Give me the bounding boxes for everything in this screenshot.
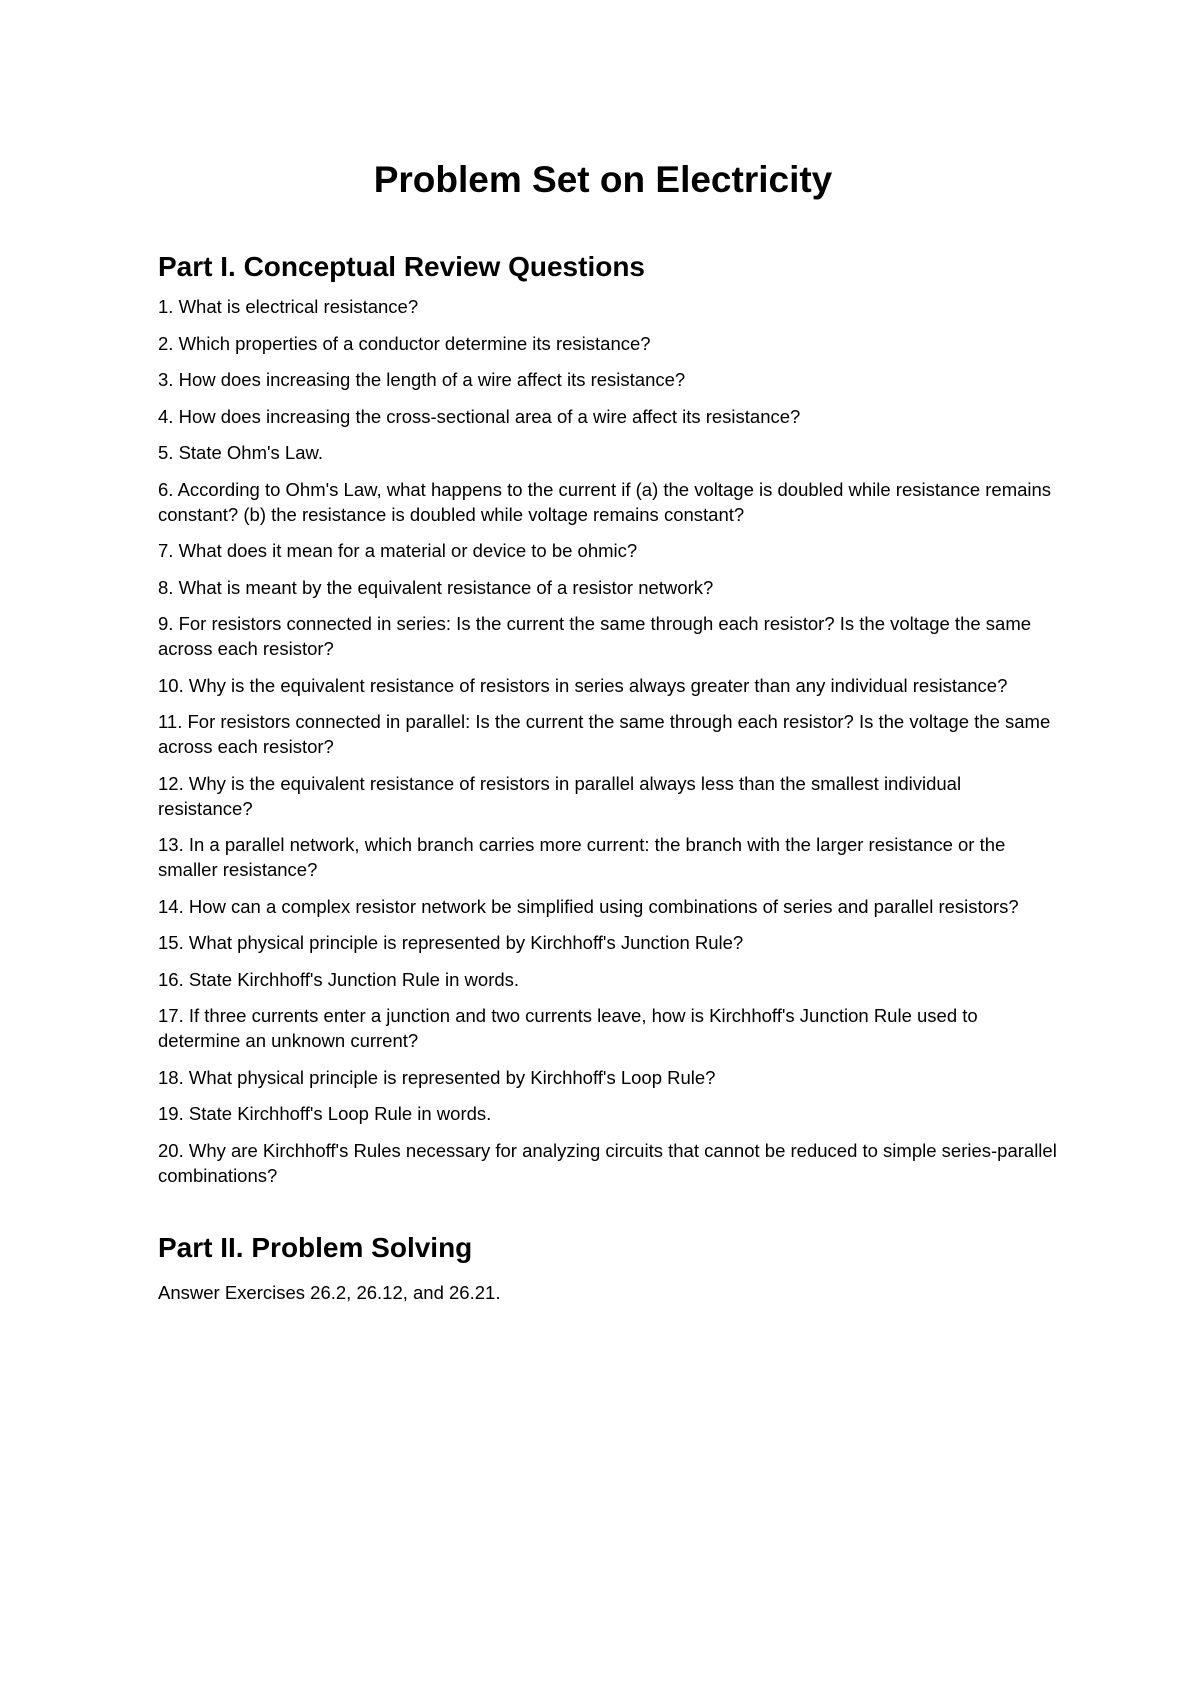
- question-number: 1.: [158, 296, 174, 317]
- question-item: [158, 440, 1058, 465]
- question-item: [158, 1065, 1058, 1090]
- question-item: [158, 367, 1058, 392]
- question-number: 8.: [158, 576, 174, 598]
- question-text: Why is the equivalent resistance of resistors in parallel always less than the smallest individual resistance?: [158, 772, 962, 819]
- question-number: 4.: [158, 405, 174, 427]
- question-item: [158, 771, 1058, 821]
- question-item: [158, 331, 1058, 356]
- question-number: 20.: [158, 1139, 184, 1161]
- question-item: [158, 294, 1058, 319]
- question-item: [158, 930, 1058, 955]
- question-text: In a parallel network, which branch carries more current: the branch with the larger resistance or the smaller resistance?: [158, 834, 1006, 880]
- question-text: State Ohm's Law.: [178, 442, 323, 463]
- question-text: What physical principle is represented by Kirchhoff's Loop Rule?: [188, 1066, 716, 1088]
- question-number: 12.: [158, 772, 184, 794]
- question-text: For resistors connected in parallel: Is the current the same through each resistor? Is the voltage the same across each resistor?: [158, 711, 1051, 757]
- question-item: [158, 477, 1058, 527]
- question-text: If three currents enter a junction and two currents leave, how is Kirchhoff's Junction Rule used to determine an unknown current?: [158, 1005, 978, 1051]
- question-text: Why is the equivalent resistance of resistors in series always greater than any individual resistance?: [188, 674, 1008, 696]
- question-text: State Kirchhoff's Loop Rule in words.: [188, 1103, 492, 1124]
- document-title: Problem Set on Electricity: [373, 159, 833, 200]
- part2-instructions: Answer Exercises 26.2, 26.12, and 26.21.: [158, 1281, 501, 1303]
- question-item: [158, 404, 1058, 429]
- question-text: What is electrical resistance?: [178, 296, 419, 317]
- question-number: 9.: [158, 613, 174, 634]
- question-number: 3.: [158, 369, 174, 390]
- part2-heading: Part II. Problem Solving: [158, 1231, 473, 1263]
- question-number: 13.: [158, 834, 184, 855]
- question-item: [158, 832, 1058, 882]
- question-text: How can a complex resistor network be simplified using combinations of series and parallel resistors?: [188, 895, 1019, 917]
- question-text: How does increasing the length of a wire affect its resistance?: [178, 369, 686, 390]
- question-text: What is meant by the equivalent resistance of a resistor network?: [178, 576, 714, 598]
- question-text: How does increasing the cross-sectional area of a wire affect its resistance?: [178, 405, 801, 427]
- question-number: 14.: [158, 895, 184, 917]
- question-number: 10.: [158, 674, 184, 696]
- question-number: 7.: [158, 540, 174, 561]
- question-text: According to Ohm's Law, what happens to the current if (a) the voltage is doubled while resistance remains constant? (b) the resistance is doubled while voltage remains constant?: [158, 478, 1052, 525]
- question-item: [158, 611, 1058, 661]
- question-number: 11.: [158, 711, 183, 732]
- question-item: [158, 673, 1058, 698]
- question-item: [158, 575, 1058, 600]
- question-item: [158, 709, 1058, 759]
- question-item: [158, 1138, 1058, 1188]
- question-item: [158, 967, 1058, 992]
- question-text: Why are Kirchhoff's Rules necessary for analyzing circuits that cannot be reduced to simple series-parallel combinations?: [158, 1139, 1057, 1186]
- question-text: Which properties of a conductor determine its resistance?: [178, 332, 651, 354]
- question-item: [158, 894, 1058, 919]
- question-item: [158, 538, 1058, 563]
- question-list: [158, 294, 1058, 1188]
- question-number: 18.: [158, 1066, 184, 1088]
- question-number: 2.: [158, 332, 174, 354]
- question-item: [158, 1101, 1058, 1126]
- document-page: [158, 158, 1058, 1305]
- question-number: 16.: [158, 968, 184, 990]
- question-number: 17.: [158, 1005, 184, 1026]
- question-text: For resistors connected in series: Is the current the same through each resistor? Is the voltage the same across each resistor?: [158, 613, 1032, 659]
- question-text: State Kirchhoff's Junction Rule in words.: [188, 968, 520, 990]
- question-item: [158, 1003, 1058, 1053]
- question-text: What does it mean for a material or device to be ohmic?: [178, 540, 638, 561]
- part1-heading: Part I. Conceptual Review Questions: [158, 251, 646, 282]
- question-number: 15.: [158, 932, 184, 953]
- question-number: 5.: [158, 442, 174, 463]
- question-number: 6.: [158, 478, 174, 500]
- question-text: What physical principle is represented by Kirchhoff's Junction Rule?: [188, 932, 744, 953]
- question-number: 19.: [158, 1103, 184, 1124]
